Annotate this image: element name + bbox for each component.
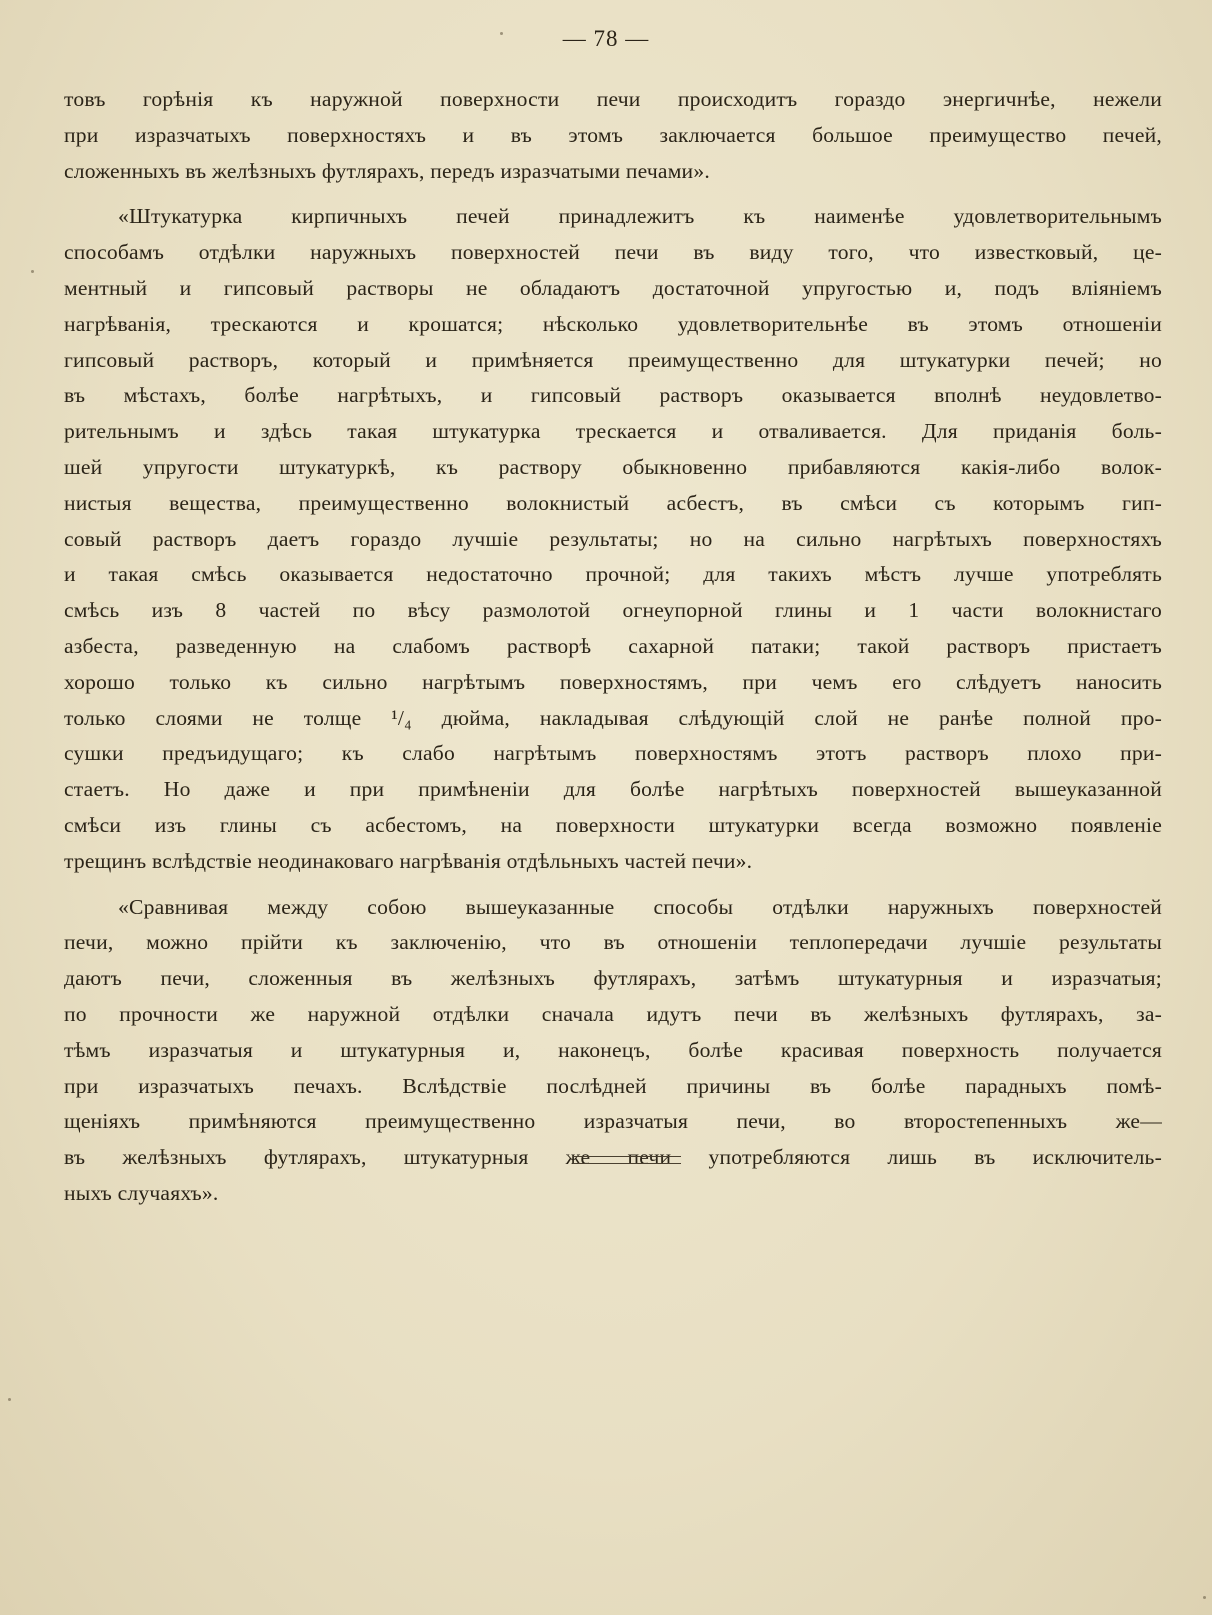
text-line: только слоями не толще ¹/₄ дюйма, накладывая слѣдующій слой не ранѣе полной про- [64,705,1162,730]
text-line: въ мѣстахъ, болѣе нагрѣтыхъ, и гипсовый растворъ оказывается вполнѣ неудовлетво- [64,383,1162,408]
text-line: смѣсь изъ 8 частей по вѣсу размолотой огнеупорной глины и 1 части волокнистаго [64,598,1162,623]
text-line: ментный и гипсовый растворы не обладаютъ достаточной упругостью и, подъ вліяніемъ [64,275,1162,300]
text-line: шей упругости штукатуркѣ, къ раствору обыкновенно прибавляются какія-либо волок- [64,454,1162,479]
paragraph-1 [64,82,1162,189]
text-line: печи, можно прійти къ заключенію, что въ отношеніи теплопередачи лучшіе результаты [64,930,1162,955]
paper-speck [8,1398,11,1401]
paragraph-2 [64,199,1162,879]
text-line: при изразчатыхъ печахъ. Вслѣдствіе послѣдней причины въ болѣе парадныхъ помѣ- [64,1073,1162,1098]
text-line: «Сравнивая между собою вышеуказанные способы отдѣлки наружныхъ поверхностей [118,894,1162,919]
text-line: трещинъ вслѣдствіе неодинаковаго нагрѣванія отдѣльныхъ частей печи». [64,848,753,873]
text-line: товъ горѣнія къ наружной поверхности печи происходитъ гораздо энергичнѣе, нежели [64,87,1162,111]
text-line: нистыя вещества, преимущественно волокнистый асбестъ, въ смѣси съ которымъ гип- [64,490,1162,515]
text-line: стаетъ. Но даже и при примѣненіи для болѣе нагрѣтыхъ поверхностей вышеуказанной [64,777,1162,802]
text-line: «Штукатурка кирпичныхъ печей принадлежитъ къ наименѣе удовлетворительнымъ [118,204,1162,229]
text-line: нагрѣванія, трескаются и крошатся; нѣсколько удовлетворительнѣе въ этомъ отношеніи [64,311,1162,336]
text-line: совый растворъ даетъ гораздо лучшіе результаты; но на сильно нагрѣтыхъ поверхностяхъ [64,526,1162,551]
text-line: смѣси изъ глины съ асбестомъ, на поверхности штукатурки всегда возможно появленіе [64,812,1162,837]
text-line: въ желѣзныхъ футлярахъ, штукатурныя же печи употребляются лишь въ исключитель- [64,1145,1162,1170]
text-line: сушки предъидущаго; къ слабо нагрѣтымъ поверхностямъ этотъ растворъ плохо при- [64,741,1162,766]
text-line: по прочности же наружной отдѣлки сначала идутъ печи въ желѣзныхъ футлярахъ, за- [64,1001,1162,1026]
text-line: щеніяхъ примѣняются преимущественно изразчатыя печи, во второстепенныхъ же— [64,1109,1162,1134]
paper-speck [1203,1596,1206,1599]
text-line: и такая смѣсь оказывается недостаточно прочной; для такихъ мѣстъ лучше употреблять [64,562,1162,587]
page-number: — 78 — [562,26,650,51]
text-line: рительнымъ и здѣсь такая штукатурка трескается и отваливается. Для приданія боль- [64,419,1162,444]
paper-speck [500,32,503,35]
section-divider [573,1156,681,1164]
text-line: гипсовый растворъ, который и примѣняется преимущественно для штукатурки печей; но [64,347,1162,372]
text-line: при изразчатыхъ поверхностяхъ и въ этомъ заключается большое преимущество печей, [64,122,1162,147]
text-line: способамъ отдѣлки наружныхъ поверхностей печи въ виду того, что известковый, це- [64,240,1162,265]
text-line: даютъ печи, сложенныя въ желѣзныхъ футлярахъ, затѣмъ штукатурныя и изразчатыя; [64,966,1162,991]
text-line: ныхъ случаяхъ». [64,1180,219,1205]
text-line: азбеста, разведенную на слабомъ растворѣ сахарной патаки; такой растворъ пристаетъ [64,633,1162,658]
text-line: сложенныхъ въ желѣзныхъ футлярахъ, передъ изразчатыми печами». [64,158,710,183]
paper-speck [31,270,34,273]
text-line: тѣмъ изразчатыя и штукатурныя и, наконецъ, болѣе красивая поверхность получается [64,1037,1162,1062]
body-text [64,82,1162,1212]
text-line: хорошо только къ сильно нагрѣтымъ поверхностямъ, при чемъ его слѣдуетъ наносить [64,669,1162,694]
